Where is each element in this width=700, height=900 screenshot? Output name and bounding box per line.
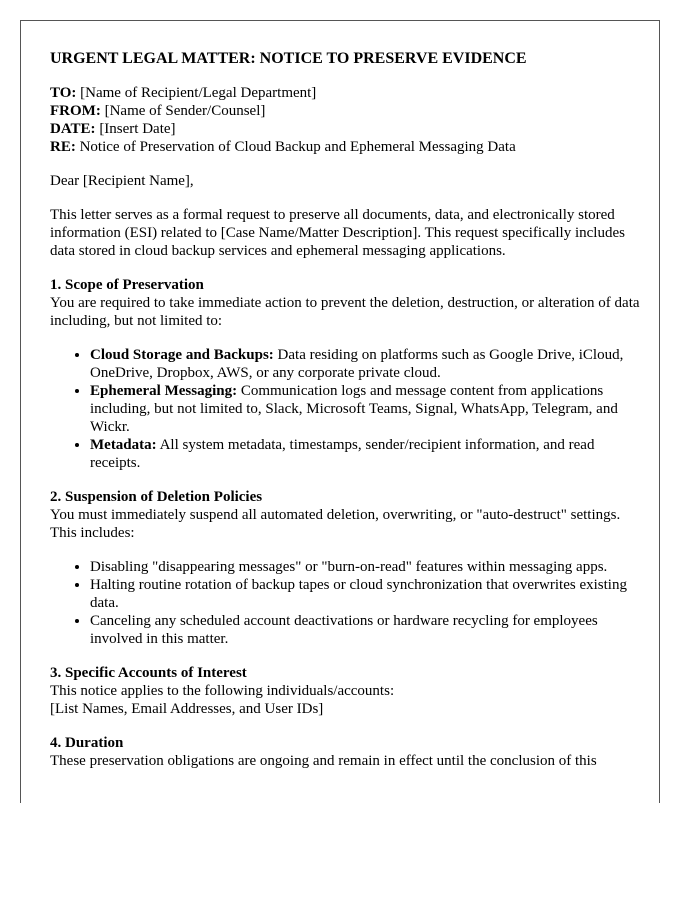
section-accounts <box>50 664 640 718</box>
section-text: These preservation obligations are ongoing and remain in effect until the conclusion of this <box>50 753 597 769</box>
section-duration <box>50 734 640 770</box>
list-item-text: Communication logs and message content from applications including, but not limited to, Slack, Microsoft Teams, Signal, WhatsApp, Telegram, and Wickr. <box>90 383 618 435</box>
suspension-list <box>50 558 640 648</box>
greeting: Dear [Recipient Name], <box>50 173 194 189</box>
list-item-text: All system metadata, timestamps, sender/recipient information, and read receipts. <box>90 437 595 471</box>
list-item-term: Metadata: <box>90 437 157 453</box>
document-body <box>50 49 640 786</box>
list-item-term: Ephemeral Messaging: <box>90 383 238 399</box>
header-re <box>50 138 640 156</box>
list-item-term: Cloud Storage and Backups: <box>90 347 274 363</box>
document-page <box>20 20 660 803</box>
section-text: This notice applies to the following individuals/accounts: <box>50 683 395 699</box>
section-suspension <box>50 488 640 648</box>
header-re-value: Notice of Preservation of Cloud Backup and Ephemeral Messaging Data <box>79 139 516 155</box>
memo-header <box>50 84 640 156</box>
document-title: URGENT LEGAL MATTER: NOTICE TO PRESERVE EVIDENCE <box>50 50 527 67</box>
section-heading: 3. Specific Accounts of Interest <box>50 665 247 681</box>
section-text: You must immediately suspend all automated deletion, overwriting, or "auto-destruct" settings. This includes: <box>50 507 621 541</box>
header-from-value: [Name of Sender/Counsel] <box>104 103 266 119</box>
section-heading: 4. Duration <box>50 735 124 751</box>
list-item: • Disabling "disappearing messages" or "burn-on-read" features within messaging apps. <box>90 558 640 576</box>
header-to <box>50 84 640 102</box>
accounts-placeholder: [List Names, Email Addresses, and User IDs] <box>50 701 324 717</box>
list-item: • Halting routine rotation of backup tapes or cloud synchronization that overwrites existing data. <box>90 576 640 612</box>
header-to-label: TO: <box>50 85 77 101</box>
header-from <box>50 102 640 120</box>
section-heading: 1. Scope of Preservation <box>50 277 204 293</box>
list-item-text: Data residing on platforms such as Google Drive, iCloud, OneDrive, Dropbox, AWS, or any corporate private cloud. <box>90 347 624 381</box>
header-date-value: [Insert Date] <box>99 121 176 137</box>
intro-paragraph: This letter serves as a formal request to preserve all documents, data, and electronically stored information (ESI) related to [Case Name/Matter Description]. This request specifically includes data stored in cloud backup services and ephemeral messaging applications. <box>50 207 625 259</box>
header-re-label: RE: <box>50 139 76 155</box>
section-heading: 2. Suspension of Deletion Policies <box>50 489 263 505</box>
header-date-label: DATE: <box>50 121 96 137</box>
header-to-value: [Name of Recipient/Legal Department] <box>80 85 317 101</box>
list-item <box>90 382 640 436</box>
scope-list <box>50 346 640 472</box>
list-item: • Canceling any scheduled account deactivations or hardware recycling for employees involved in this matter. <box>90 612 640 648</box>
header-date <box>50 120 640 138</box>
list-item <box>90 346 640 382</box>
section-scope <box>50 276 640 472</box>
list-item <box>90 436 640 472</box>
section-text: You are required to take immediate action to prevent the deletion, destruction, or alteration of data including, but not limited to: <box>50 295 640 329</box>
header-from-label: FROM: <box>50 103 101 119</box>
